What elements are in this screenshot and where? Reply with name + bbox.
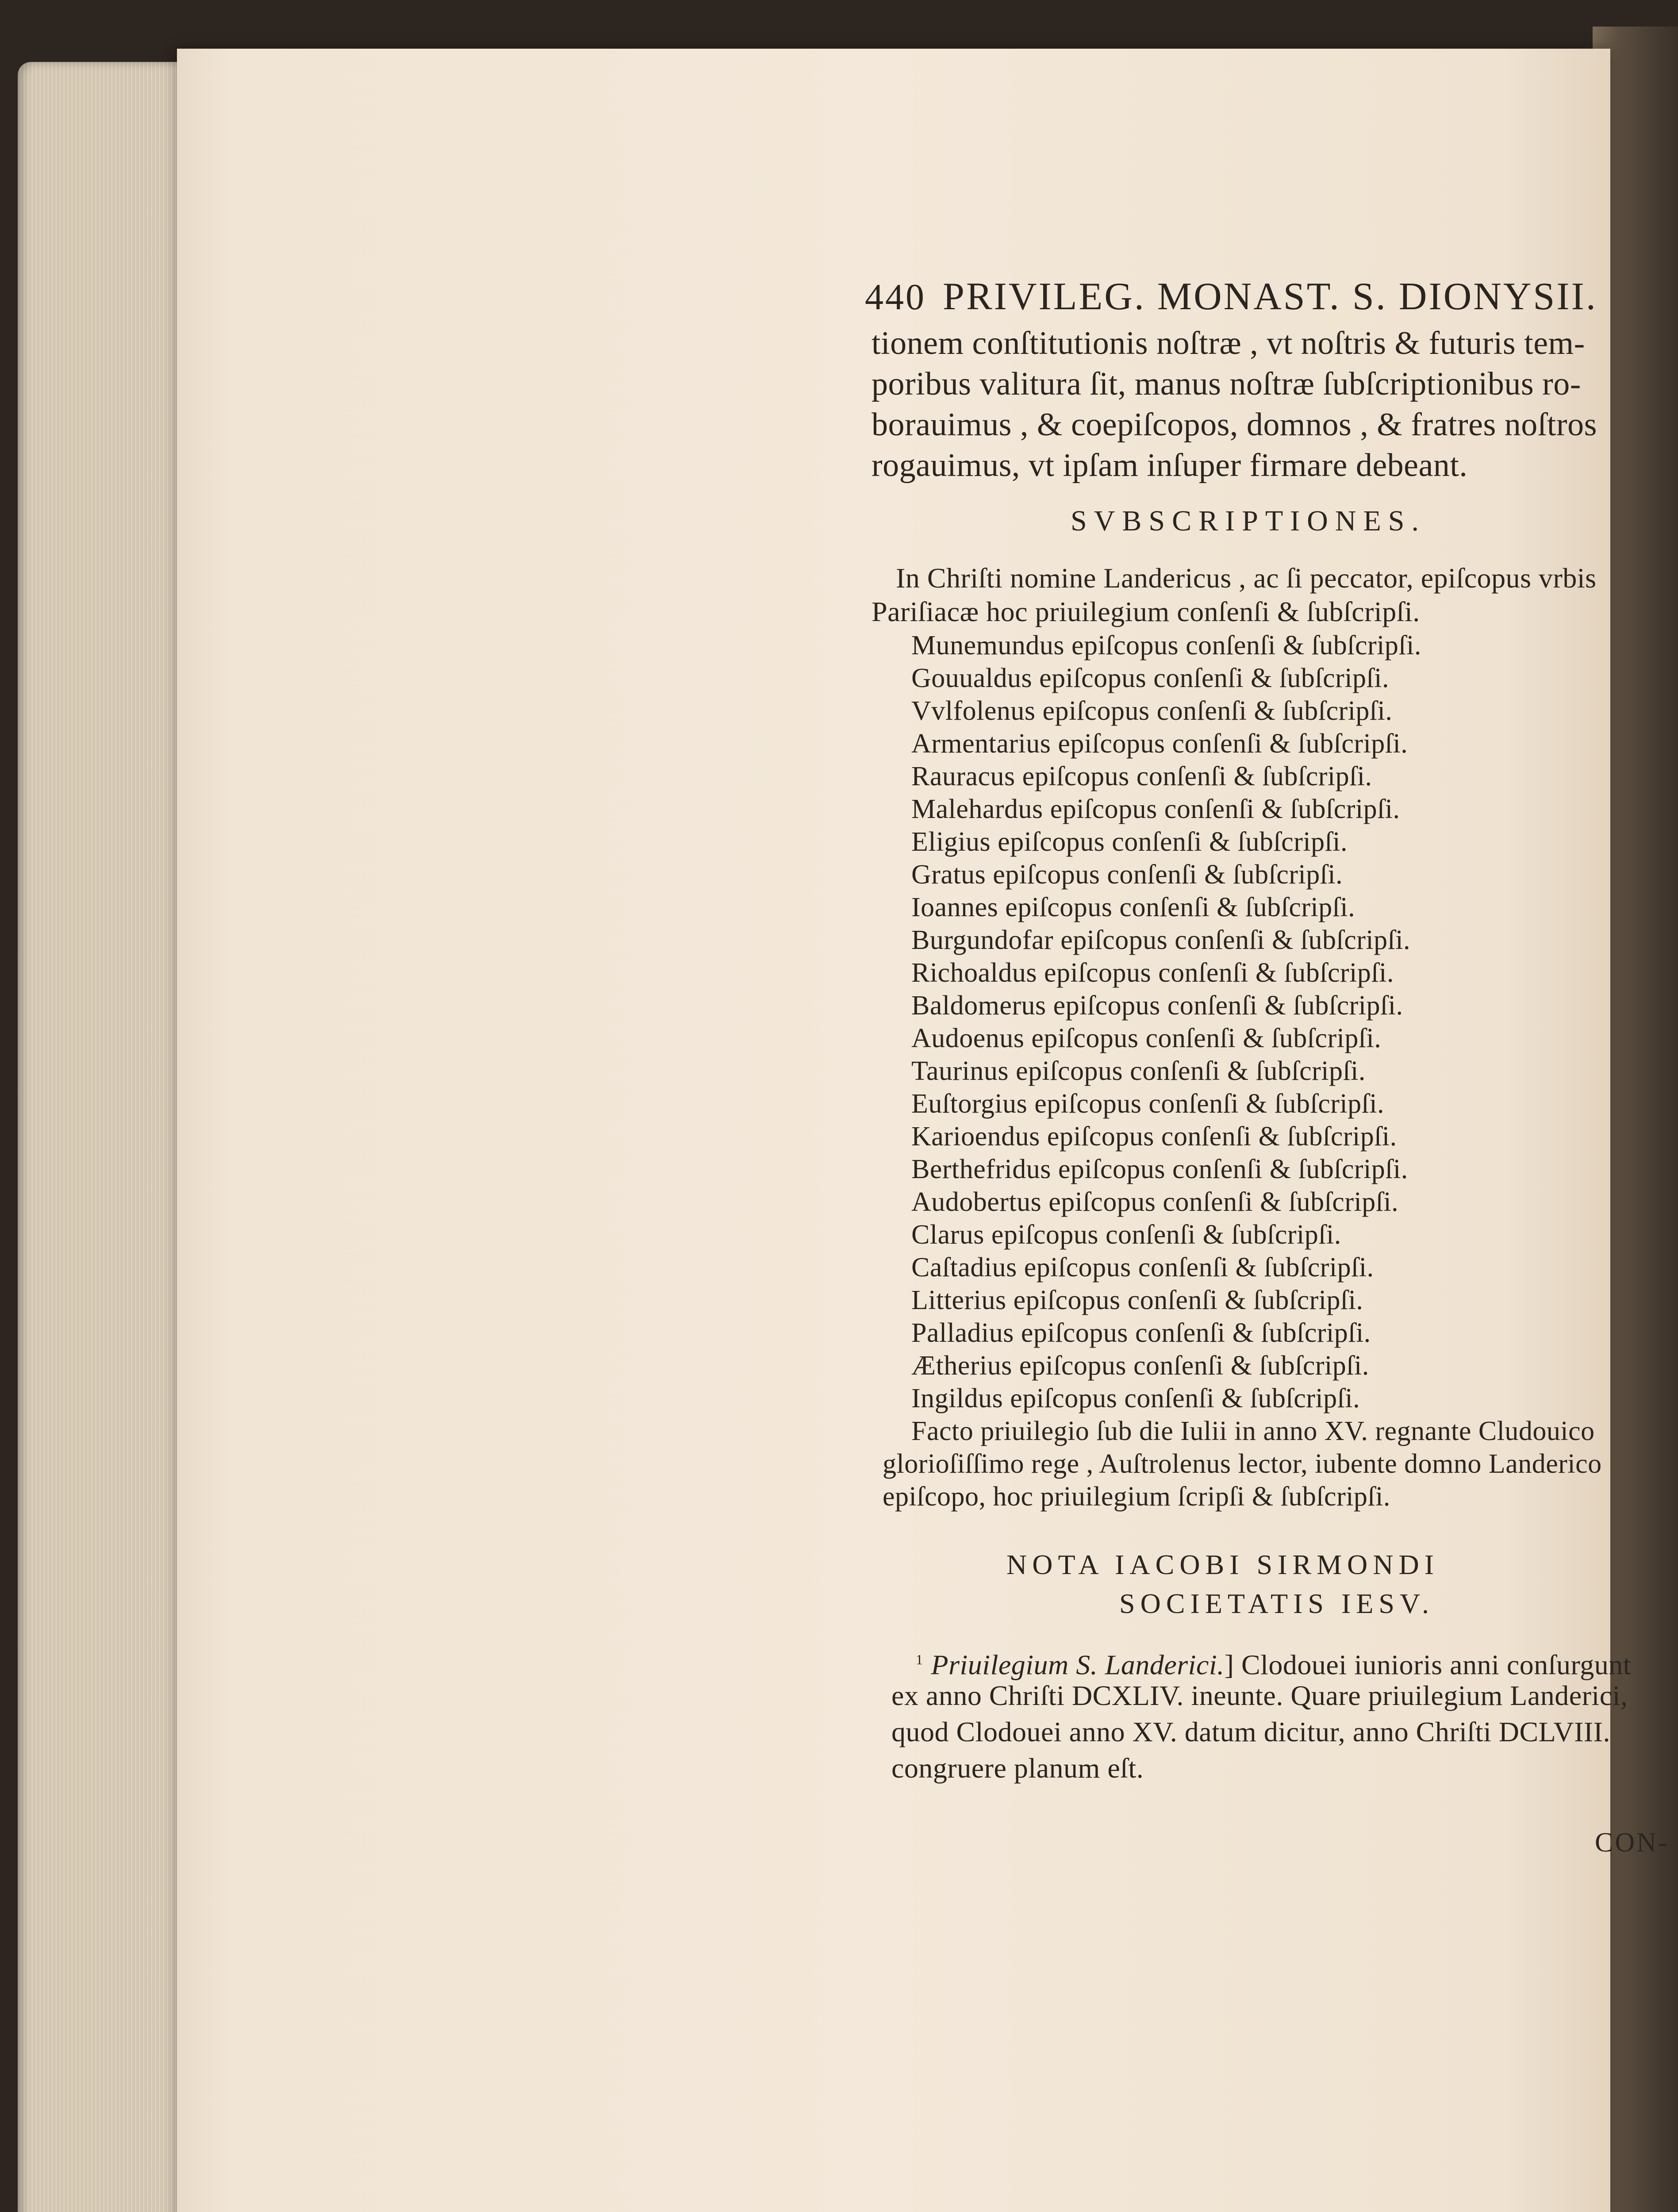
page-stack-edge: [18, 62, 195, 2212]
subscription-line: Caſtadius epiſcopus conſenſi & ſubſcripſi.: [911, 1252, 1374, 1283]
subscription-line: Richoaldus epiſcopus conſenſi & ſubſcripſi.: [911, 958, 1394, 988]
subscription-line: Euſtorgius epiſcopus conſenſi & ſubſcripſi.: [911, 1089, 1385, 1119]
subscription-line: Baldomerus epiſcopus conſenſi & ſubſcripſi.: [911, 991, 1403, 1021]
note-line: quod Clodouei anno XV. datum dicitur, anno Chriſti DCLVIII.: [891, 1716, 1611, 1747]
note-line: ] Clodouei iunioris anni conſurgunt: [1224, 1649, 1631, 1681]
subscription-line: Berthefridus epiſcopus conſenſi & ſubſcripſi.: [911, 1154, 1408, 1184]
section-title: SVBSCRIPTIONES.: [1071, 505, 1426, 537]
catchword: CON-: [1595, 1828, 1669, 1858]
subscription-line: Burgundofar epiſcopus conſenſi & ſubſcripſi.: [911, 925, 1411, 955]
intro-line: tionem conſtitutionis noſtræ , vt noſtris & futuris tem-: [872, 325, 1585, 361]
subscription-line: Gratus epiſcopus conſenſi & ſubſcripſi.: [911, 860, 1343, 890]
subscription-line: Gouualdus epiſcopus conſenſi & ſubſcripſi.: [911, 663, 1389, 693]
note-first-line: [916, 1641, 1631, 1683]
running-title: PRIVILEG. MONAST. S. DIONYSII.: [943, 275, 1597, 318]
intro-line: rogauimus, vt ipſam inſuper firmare debeant.: [872, 447, 1468, 484]
subscription-line: Eligius epiſcopus conſenſi & ſubſcripſi.: [911, 827, 1348, 857]
subscription-line: Armentarius epiſcopus conſenſi & ſubſcripſi.: [911, 729, 1408, 759]
running-header: [865, 274, 1597, 319]
subscription-line: Ioannes epiſcopus conſenſi & ſubſcripſi.: [911, 892, 1355, 922]
note-title-line1: NOTA IACOBI SIRMONDI: [1006, 1549, 1439, 1580]
intro-line: borauimus , & coepiſcopos, domnos , & fratres noſtros: [872, 407, 1597, 443]
closing-line: epiſcopo, hoc priuilegium ſcripſi & ſubſcripſi.: [883, 1482, 1390, 1512]
closing-line: Facto priuilegio ſub die Iulii in anno XV. regnante Cludouico: [911, 1416, 1595, 1446]
subscription-line: Rauracus epiſcopus conſenſi & ſubſcripſi.: [911, 761, 1372, 791]
subscription-line: In Chriſti nomine Landericus , ac ſi peccator, epiſcopus vrbis: [896, 562, 1597, 594]
note-title-line2: SOCIETATIS IESV.: [1119, 1588, 1434, 1619]
subscription-line: Audoenus epiſcopus conſenſi & ſubſcripſi.: [911, 1023, 1382, 1053]
note-line: ex anno Chriſti DCXLIV. ineunte. Quare priuilegium Landerici,: [891, 1680, 1628, 1711]
subscription-line: Karioendus epiſcopus conſenſi & ſubſcripſi.: [911, 1121, 1397, 1152]
note-line: congruere planum eſt.: [891, 1752, 1144, 1784]
subscription-line: Taurinus epiſcopus conſenſi & ſubſcripſi.: [911, 1056, 1366, 1086]
subscription-line: Ingildus epiſcopus conſenſi & ſubſcripſi.: [911, 1383, 1360, 1413]
subscription-line: Ætherius epiſcopus conſenſi & ſubſcripſi.: [911, 1351, 1369, 1381]
subscription-line: Clarus epiſcopus conſenſi & ſubſcripſi.: [911, 1220, 1341, 1250]
subscription-line: Palladius epiſcopus conſenſi & ſubſcripſi.: [911, 1318, 1371, 1348]
note-marker: 1: [916, 1651, 923, 1667]
book-page: [177, 49, 1669, 2212]
subscription-line: Pariſiacæ hoc priuilegium conſenſi & ſubſcripſi.: [872, 596, 1420, 627]
closing-line: glorioſiſſimo rege , Auſtrolenus lector, iubente domno Landerico: [883, 1449, 1602, 1479]
subscription-line: Audobertus epiſcopus conſenſi & ſubſcripſi.: [911, 1187, 1399, 1217]
note-lemma: Priuilegium S. Landerici.: [931, 1649, 1225, 1681]
subscription-line: Litterius epiſcopus conſenſi & ſubſcripſi.: [911, 1285, 1363, 1315]
subscription-line: Malehardus epiſcopus conſenſi & ſubſcripſi.: [911, 794, 1400, 824]
subscription-line: Vvlfolenus epiſcopus conſenſi & ſubſcripſi.: [911, 696, 1393, 726]
intro-line: poribus valitura ſit, manus noſtræ ſubſcriptionibus ro-: [872, 366, 1581, 402]
subscription-line: Munemundus epiſcopus conſenſi & ſubſcripſi.: [911, 630, 1421, 661]
page-number: 440: [865, 276, 926, 318]
